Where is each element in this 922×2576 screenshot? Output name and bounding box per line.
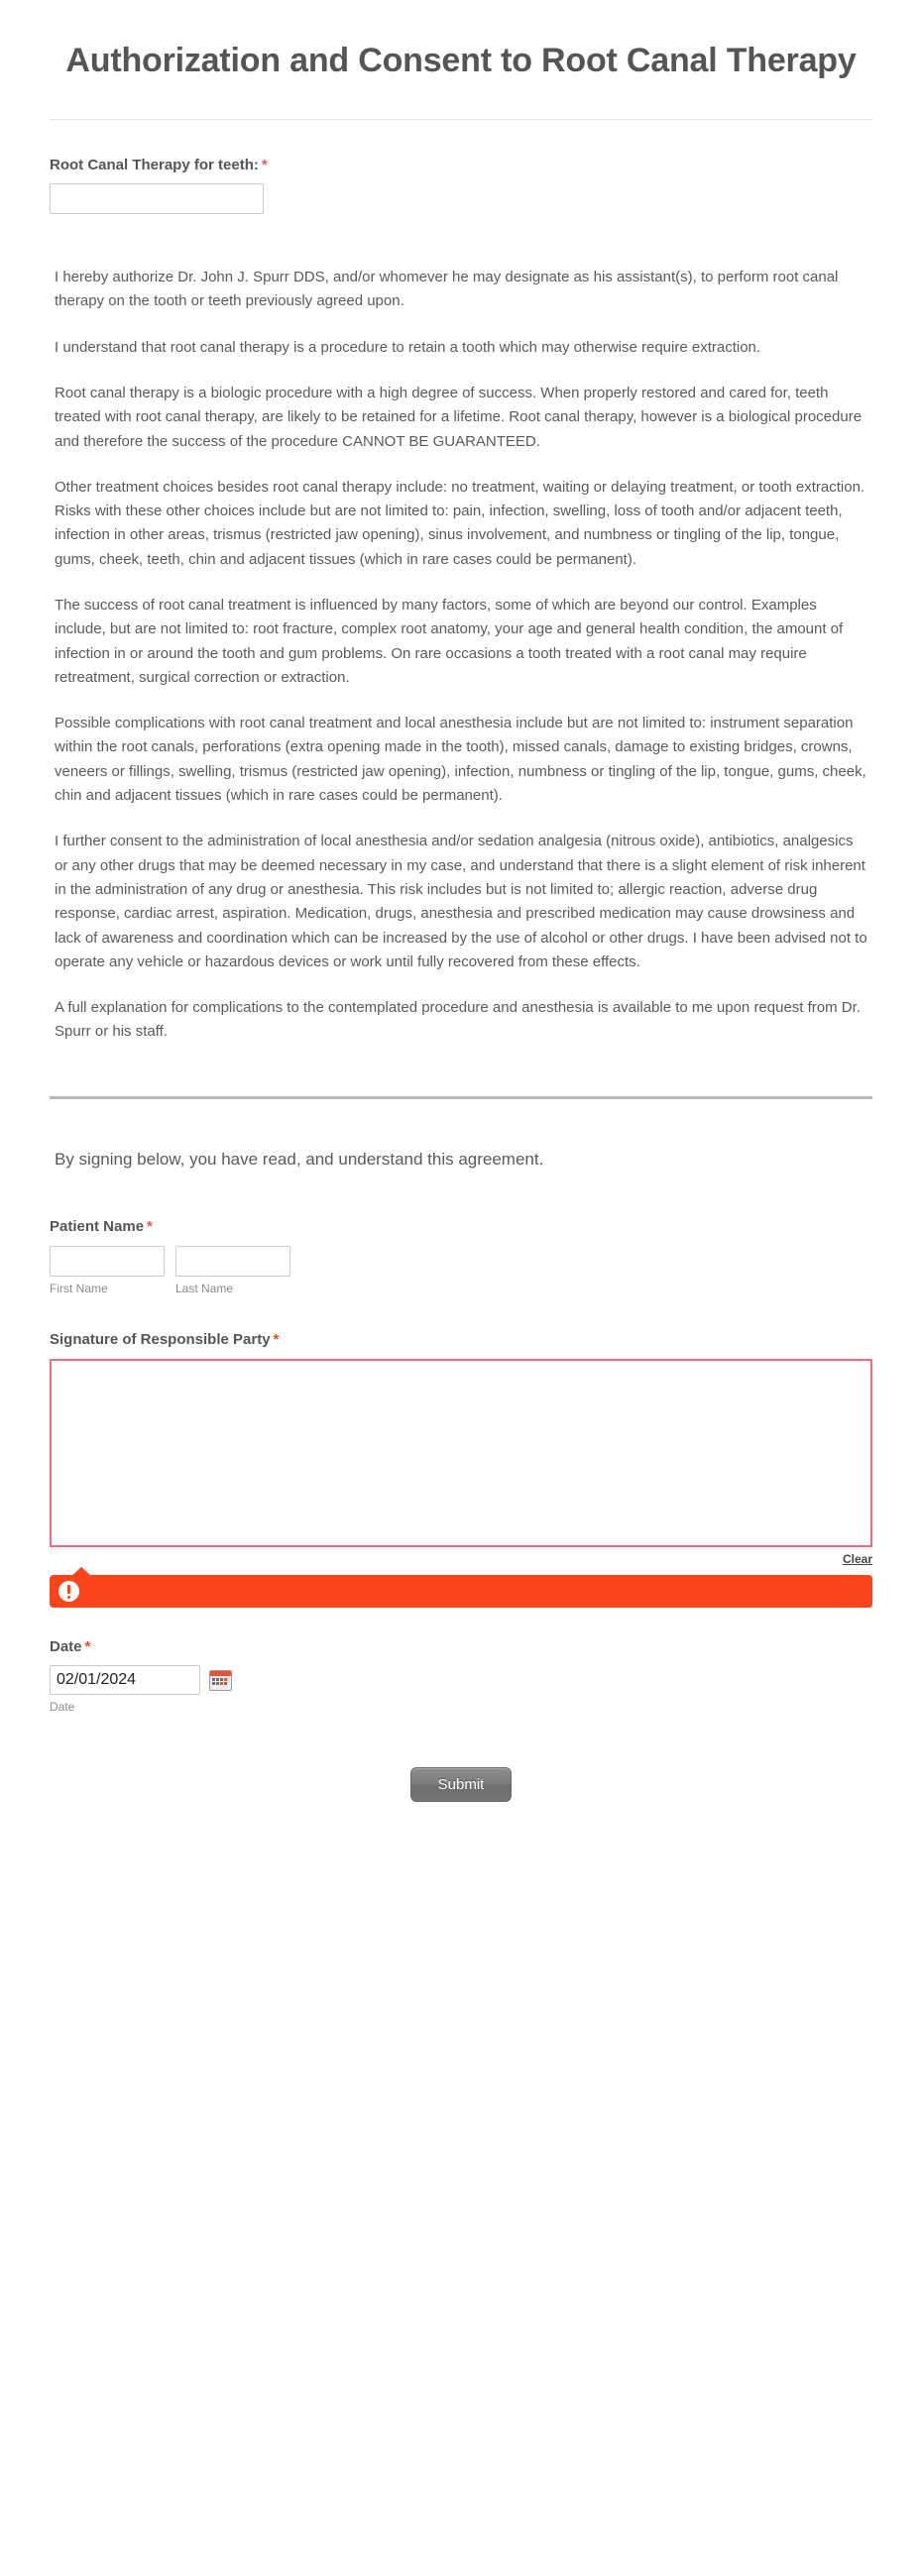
first-name-group — [50, 1246, 165, 1297]
patient-name-label — [50, 1217, 872, 1237]
consent-paragraph: I further consent to the administration of local anesthesia and/or sedation analgesia (nitrous oxide), antibiotics, analgesics or any other drugs that may be deemed necessary in my case, and understand that there is a slight element of risk inherent in the administration of any drug or anesthesia. This risk includes but is not limited to; allergic reaction, adverse drug response, cardiac arrest, aspiration. Medication, drugs, anesthesia and prescribed medication may cause drowsiness and lack of awareness and coordination which can be increased by the use of alcohol or other drugs. I have been advised not to operate any vehicle or hazardous devices or work until fully recovered from these effects. — [55, 833, 867, 970]
signature-clear-row — [50, 1550, 872, 1568]
submit-button[interactable]: Submit — [410, 1767, 512, 1802]
required-asterisk: * — [261, 156, 268, 173]
teeth-field-label — [50, 156, 872, 175]
consent-paragraph: I understand that root canal therapy is a procedure to retain a tooth which may otherwise require extraction. — [55, 338, 761, 356]
exclamation-circle-icon — [58, 1581, 79, 1602]
error-banner — [50, 1575, 872, 1608]
required-asterisk: * — [147, 1218, 153, 1236]
date-row — [50, 1665, 872, 1695]
signature-field — [50, 1296, 872, 1608]
calendar-icon-grid — [212, 1678, 227, 1685]
calendar-cell — [224, 1682, 227, 1685]
last-name-input[interactable] — [175, 1246, 290, 1277]
calendar-cell — [216, 1682, 219, 1685]
consent-text — [50, 214, 872, 1045]
date-sublabel: Date — [50, 1700, 75, 1715]
clear-signature-link[interactable]: Clear — [842, 1551, 872, 1566]
signature-canvas[interactable] — [50, 1359, 872, 1547]
calendar-icon-header — [210, 1671, 231, 1676]
consent-paragraph: The success of root canal treatment is influenced by many factors, some of which are beyond our control. Examples include, but are not limited to: root fracture, complex root anatomy, your age and general health condition, the amount of infection in or around the tooth and gum problems. On rare occasions a tooth treated with a root canal may require retreatment, surgical correction or extraction. — [55, 596, 844, 686]
first-name-input[interactable] — [50, 1246, 165, 1277]
calendar-cell — [212, 1678, 215, 1681]
calendar-cell — [216, 1678, 219, 1681]
calendar-cell — [212, 1682, 215, 1685]
signature-error — [50, 1575, 872, 1608]
signature-label-text: Signature of Responsible Party — [50, 1331, 271, 1349]
submit-row — [50, 1716, 872, 1861]
teeth-field — [50, 128, 872, 215]
last-name-group — [175, 1246, 290, 1297]
consent-paragraph: Other treatment choices besides root canal therapy include: no treatment, waiting or delaying treatment, or tooth extraction. Risks with these other choices include but are not limited to: pain, infection, swelling, loss of tooth and/or adjacent teeth, infection in other areas, trismus (restricted jaw opening), sinus involvement, and numbness or tingling of the lip, tongue, gums, cheek, teeth, chin and adjacent tissues (which in rare cases could be permanent). — [55, 478, 865, 568]
last-name-sublabel: Last Name — [175, 1281, 234, 1295]
calendar-icon[interactable] — [209, 1670, 232, 1691]
calendar-cell — [220, 1682, 223, 1685]
title-divider — [50, 119, 872, 120]
date-label-text: Date — [50, 1637, 82, 1655]
consent-paragraph: A full explanation for complications to the contemplated procedure and anesthesia is available to me upon request from Dr. Spurr or his staff. — [55, 999, 861, 1041]
calendar-cell — [220, 1678, 223, 1681]
date-field — [50, 1608, 872, 1716]
page-title: Authorization and Consent to Root Canal Therapy — [65, 42, 857, 79]
calendar-cell — [224, 1678, 227, 1681]
teeth-input[interactable] — [50, 183, 264, 214]
required-asterisk: * — [84, 1637, 91, 1655]
patient-name-field — [50, 1172, 872, 1296]
teeth-field-label-text: Root Canal Therapy for teeth: — [50, 156, 259, 173]
signature-label — [50, 1330, 872, 1350]
date-label — [50, 1637, 872, 1657]
required-asterisk: * — [273, 1331, 280, 1349]
consent-paragraph: Root canal therapy is a biologic procedure with a high degree of success. When properly restored and cared for, teeth treated with root canal therapy, are likely to be retained for a lifetime. Root canal therapy, however is a biological procedure and therefore the success of the procedure CANNOT BE GUARANTEED. — [55, 384, 863, 450]
consent-paragraph: Possible complications with root canal treatment and local anesthesia include but are not limited to: instrument separation within the root canals, perforations (extra opening made in the tooth), missed canals, damage to existing bridges, crowns, veneers or fillings, swelling, trismus (restricted jaw opening), infection, numbness or tingling of the lip, tongue, gums, cheek, chin and adjacent tissues (which in rare cases could be permanent). — [55, 715, 866, 805]
patient-name-label-text: Patient Name — [50, 1218, 145, 1236]
first-name-sublabel: First Name — [50, 1281, 108, 1295]
error-pointer-triangle — [71, 1567, 91, 1576]
consent-paragraph: I hereby authorize Dr. John J. Spurr DDS, and/or whomever he may designate as his assistant(s), to perform root canal therapy on the tooth or teeth previously agreed upon. — [55, 269, 839, 310]
patient-name-row — [50, 1246, 872, 1297]
signing-note: By signing below, you have read, and understand this agreement. — [55, 1149, 544, 1169]
date-input[interactable] — [50, 1665, 200, 1695]
